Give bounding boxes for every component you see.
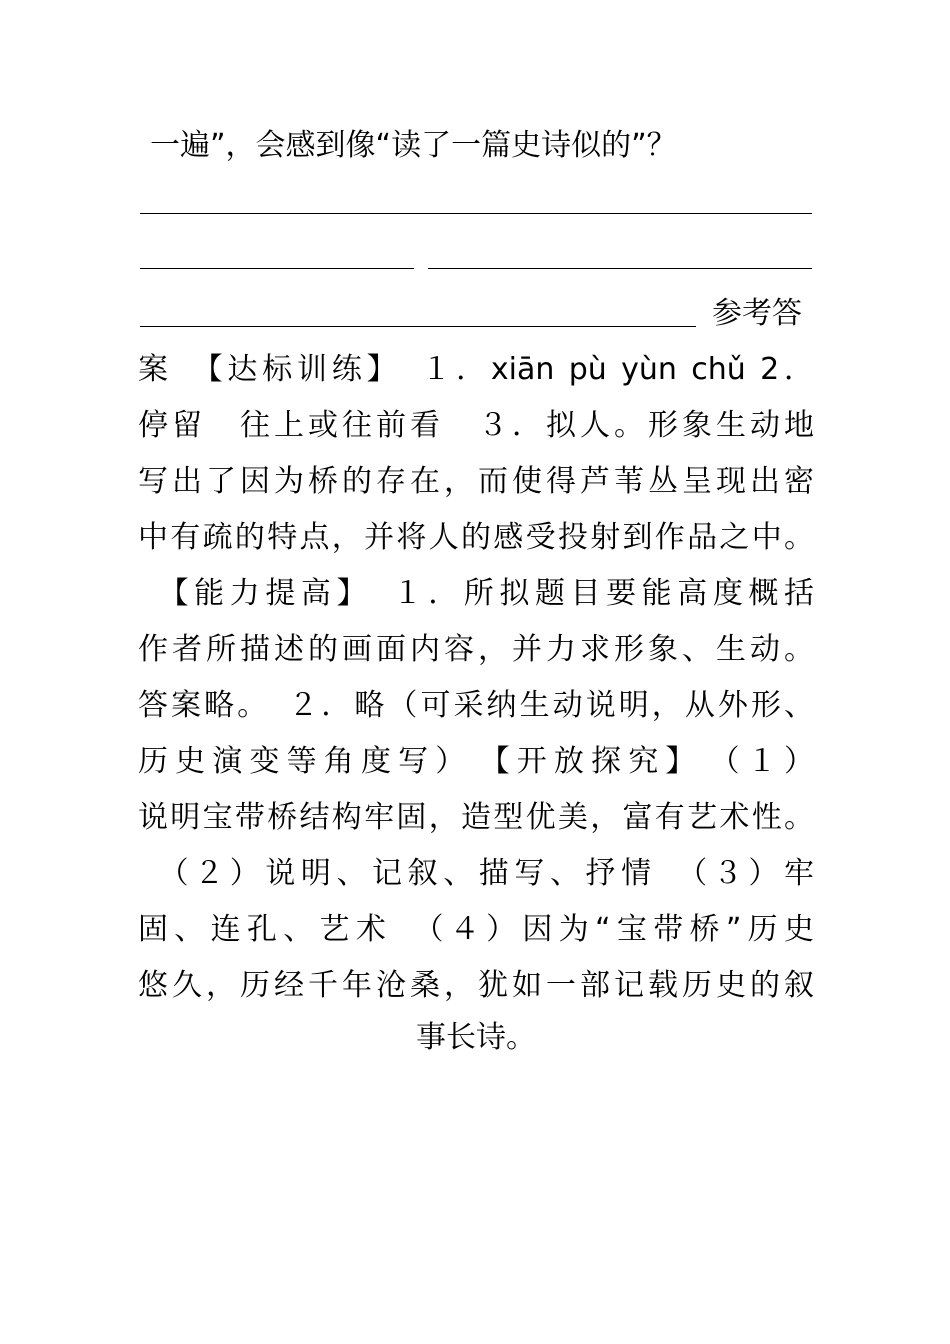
answer-line: 案 【达标训练】 １．xiān pù yùn chǔ 2． [138, 352, 814, 387]
answer-blank-line-1 [140, 213, 812, 214]
answer-line: 说明宝带桥结构牢固，造型优美，富有艺术性。 [138, 800, 814, 835]
answer-line: 固、连孔、艺术 （４）因为“宝带桥”历史 [138, 912, 814, 947]
answer-line: 历史演变等角度写） 【开放探究】 （１） [138, 744, 814, 779]
answer-line: 【能力提高】 １．所拟题目要能高度概括 [138, 576, 814, 611]
answer-line: 写出了因为桥的存在，而使得芦苇丛呈现出密 [138, 464, 814, 499]
answer-blank-line-3 [140, 326, 696, 327]
answer-line: 悠久，历经千年沧桑，犹如一部记载历史的叙 [138, 968, 814, 1003]
answer-blank-line-2a [140, 268, 414, 269]
answer-blank-line-2b [428, 268, 812, 269]
answer-last-line: 事长诗。 [416, 1020, 536, 1055]
answer-line: （２）说明、记叙、描写、抒情 （３）牢 [138, 856, 814, 891]
answer-line: 作者所描述的画面内容，并力求形象、生动。 [138, 632, 814, 667]
answer-line: 答案略。 ２．略（可采纳生动说明，从外形、 [138, 688, 814, 723]
answer-line: 停留 往上或往前看 ３．拟人。形象生动地 [138, 408, 814, 443]
question-text: 一遍”，会感到像“读了一篇史诗似的”？ [150, 128, 677, 163]
reference-answer-heading: 参考答 [712, 296, 802, 331]
answer-line: 中有疏的特点，并将人的感受投射到作品之中。 [138, 520, 814, 555]
